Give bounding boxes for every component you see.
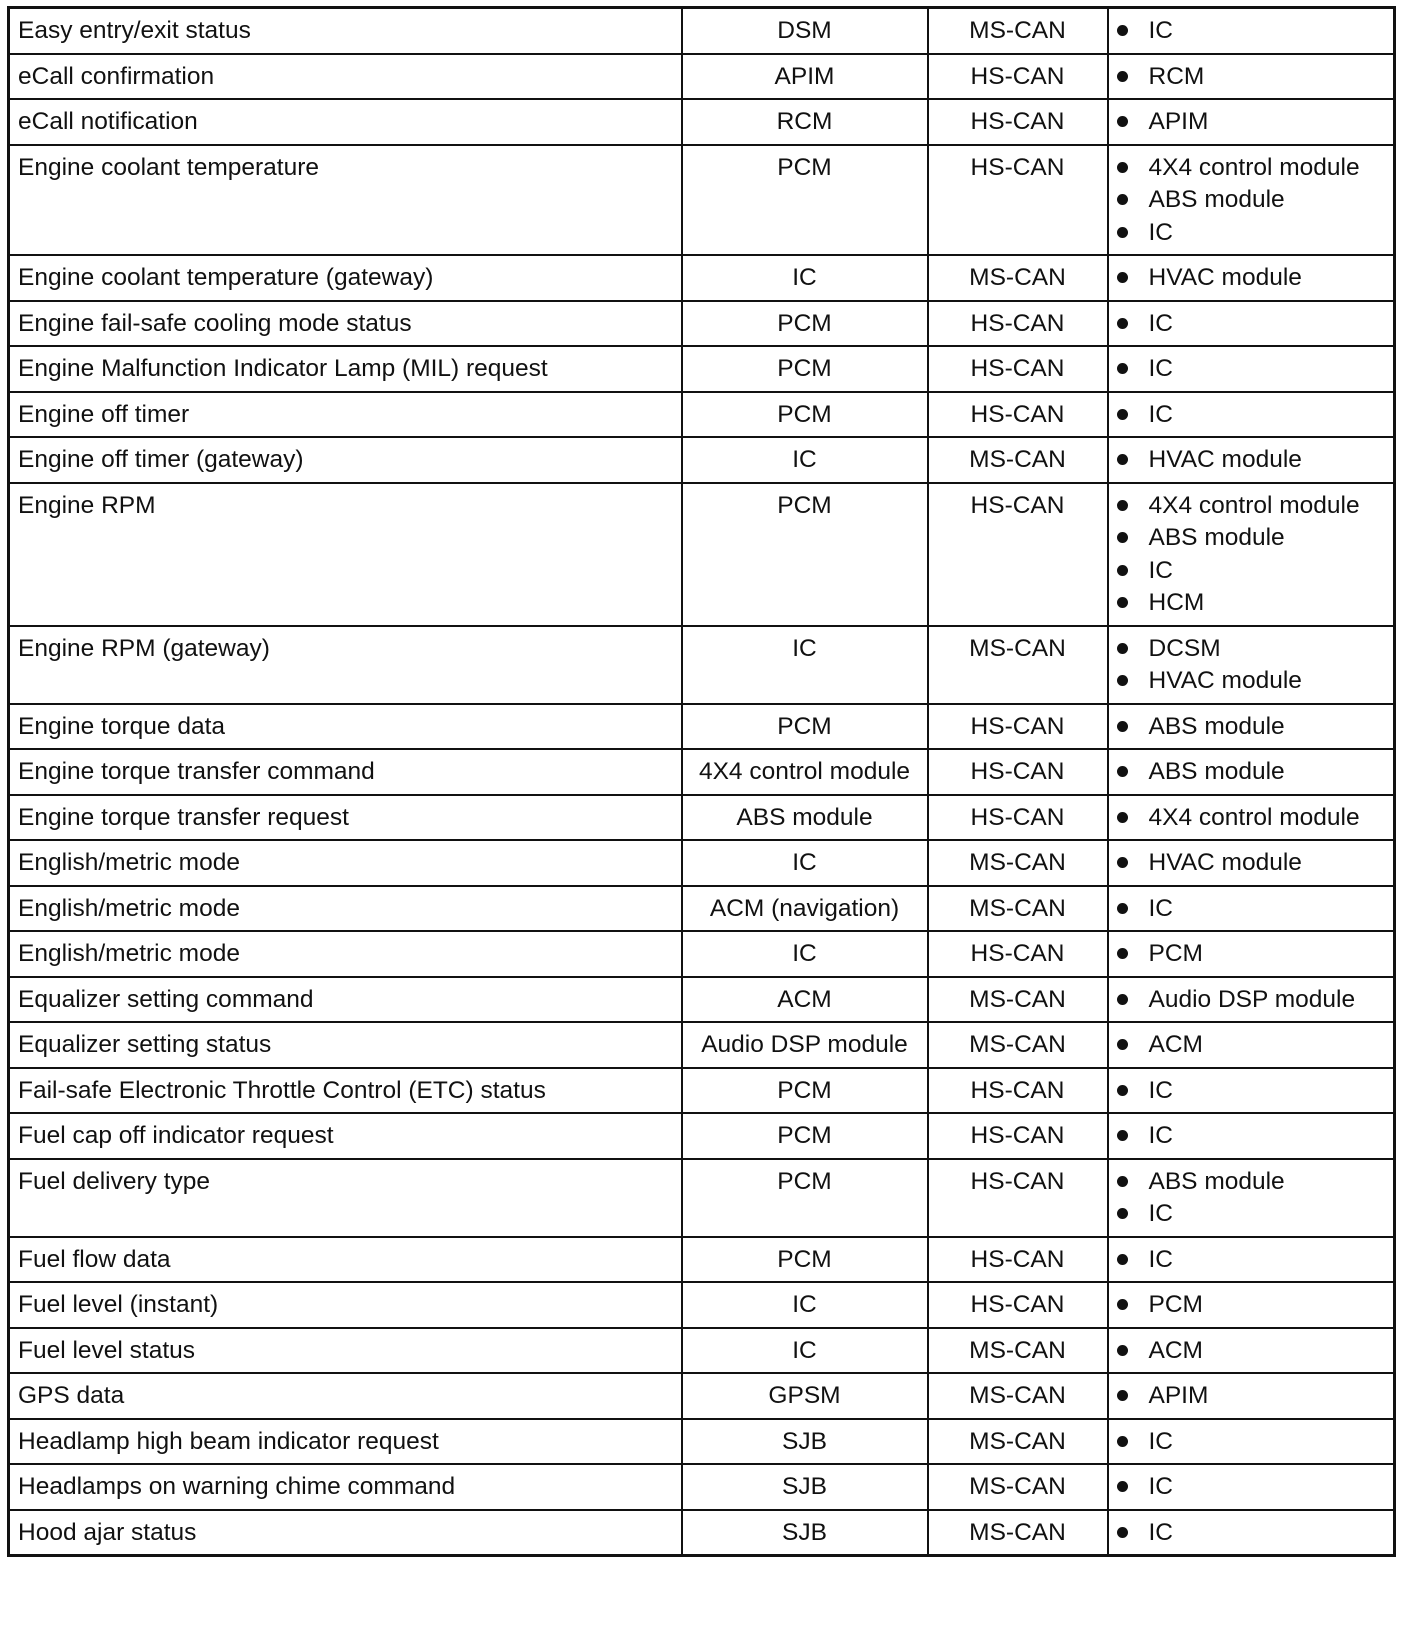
bullet-icon <box>1117 194 1128 205</box>
originator-cell: IC <box>682 1328 928 1374</box>
bullet-icon <box>1117 1085 1128 1096</box>
network-cell: MS-CAN <box>928 977 1108 1023</box>
network-cell: HS-CAN <box>928 346 1108 392</box>
receiver-item <box>1117 1198 1386 1231</box>
receiver-list <box>1117 1075 1386 1108</box>
bullet-icon <box>1117 721 1128 732</box>
table-row <box>9 1464 1395 1510</box>
network-cell: HS-CAN <box>928 483 1108 626</box>
network-cell: MS-CAN <box>928 1510 1108 1556</box>
network-cell: HS-CAN <box>928 301 1108 347</box>
bullet-icon <box>1117 857 1128 868</box>
originator-cell: ACM (navigation) <box>682 886 928 932</box>
receiver-list <box>1117 61 1386 94</box>
bullet-icon <box>1117 1436 1128 1447</box>
receiver-label: 4X4 control module <box>1148 153 1360 181</box>
receiver-item <box>1117 1029 1386 1062</box>
receivers-cell <box>1108 54 1395 100</box>
table-row <box>9 392 1395 438</box>
message-cell: Equalizer setting status <box>9 1022 682 1068</box>
originator-cell: Audio DSP module <box>682 1022 928 1068</box>
network-cell: HS-CAN <box>928 1113 1108 1159</box>
bullet-icon <box>1117 25 1128 36</box>
table-row <box>9 483 1395 626</box>
bullet-icon <box>1117 116 1128 127</box>
receiver-item <box>1117 399 1386 432</box>
bullet-icon <box>1117 1527 1128 1538</box>
message-cell: Fuel flow data <box>9 1237 682 1283</box>
network-cell: MS-CAN <box>928 1328 1108 1374</box>
receiver-item <box>1117 1471 1386 1504</box>
message-cell: GPS data <box>9 1373 682 1419</box>
receivers-cell <box>1108 255 1395 301</box>
receiver-item <box>1117 1289 1386 1322</box>
receiver-list <box>1117 262 1386 295</box>
originator-cell: IC <box>682 1282 928 1328</box>
receiver-label: 4X4 control module <box>1148 491 1360 519</box>
message-cell: Engine RPM <box>9 483 682 626</box>
originator-cell: SJB <box>682 1464 928 1510</box>
receiver-list <box>1117 15 1386 48</box>
receiver-list <box>1117 1380 1386 1413</box>
receivers-cell <box>1108 1237 1395 1283</box>
receiver-list <box>1117 847 1386 880</box>
receiver-label: HCM <box>1148 589 1205 616</box>
receiver-list <box>1117 1166 1386 1231</box>
network-cell: MS-CAN <box>928 1373 1108 1419</box>
receiver-label: IC <box>1148 218 1173 246</box>
receivers-cell <box>1108 1159 1395 1237</box>
table-row <box>9 1419 1395 1465</box>
message-cell: Engine coolant temperature <box>9 145 682 256</box>
receiver-label: IC <box>1148 1473 1173 1500</box>
originator-cell: PCM <box>682 483 928 626</box>
network-cell: HS-CAN <box>928 392 1108 438</box>
receiver-item <box>1117 522 1386 555</box>
receiver-label: ACM <box>1148 1336 1203 1364</box>
receiver-item <box>1117 984 1386 1017</box>
table-row <box>9 1237 1395 1283</box>
table-row <box>9 54 1395 100</box>
message-cell: Hood ajar status <box>9 1510 682 1556</box>
receivers-cell <box>1108 1373 1395 1419</box>
network-cell: MS-CAN <box>928 840 1108 886</box>
receiver-item <box>1117 633 1386 666</box>
originator-cell: DSM <box>682 8 928 54</box>
network-cell: HS-CAN <box>928 749 1108 795</box>
receiver-item <box>1117 1166 1386 1199</box>
bullet-icon <box>1117 162 1128 173</box>
originator-cell: PCM <box>682 301 928 347</box>
bullet-icon <box>1117 643 1128 654</box>
bullet-icon <box>1117 1208 1128 1219</box>
network-cell: MS-CAN <box>928 437 1108 483</box>
receiver-label: IC <box>1148 1200 1173 1227</box>
receiver-item <box>1117 262 1386 295</box>
receiver-label: 4X4 control module <box>1148 803 1360 831</box>
network-message-table <box>7 6 1396 1557</box>
receiver-list <box>1117 444 1386 477</box>
receiver-item <box>1117 353 1386 386</box>
receivers-cell <box>1108 99 1395 145</box>
bullet-icon <box>1117 812 1128 823</box>
network-cell: MS-CAN <box>928 255 1108 301</box>
originator-cell: 4X4 control module <box>682 749 928 795</box>
table-row <box>9 301 1395 347</box>
receiver-label: IC <box>1148 1122 1173 1149</box>
receiver-label: ABS module <box>1148 524 1285 551</box>
network-cell: HS-CAN <box>928 1159 1108 1237</box>
receivers-cell <box>1108 1510 1395 1556</box>
network-cell: HS-CAN <box>928 99 1108 145</box>
receiver-item <box>1117 15 1386 48</box>
receiver-item <box>1117 756 1386 789</box>
message-cell: Fuel level status <box>9 1328 682 1374</box>
table-row <box>9 795 1395 841</box>
bullet-icon <box>1117 500 1128 511</box>
message-cell: Headlamps on warning chime command <box>9 1464 682 1510</box>
bullet-icon <box>1117 1039 1128 1050</box>
receiver-list <box>1117 106 1386 139</box>
originator-cell: APIM <box>682 54 928 100</box>
message-cell: Engine off timer (gateway) <box>9 437 682 483</box>
receiver-label: ABS module <box>1148 758 1285 785</box>
table-row <box>9 977 1395 1023</box>
receiver-label: ABS module <box>1148 1167 1285 1195</box>
receiver-list <box>1117 633 1386 698</box>
table-row <box>9 145 1395 256</box>
receiver-list <box>1117 1244 1386 1277</box>
network-cell: MS-CAN <box>928 1022 1108 1068</box>
receiver-item <box>1117 152 1386 185</box>
receiver-label: HVAC module <box>1148 849 1302 876</box>
originator-cell: IC <box>682 437 928 483</box>
bullet-icon <box>1117 1345 1128 1356</box>
message-cell: Engine torque transfer request <box>9 795 682 841</box>
table-body <box>9 8 1395 1556</box>
table-row <box>9 626 1395 704</box>
receivers-cell <box>1108 886 1395 932</box>
bullet-icon <box>1117 675 1128 686</box>
originator-cell: IC <box>682 626 928 704</box>
receiver-item <box>1117 847 1386 880</box>
receiver-label: ABS module <box>1148 712 1285 740</box>
message-cell: eCall notification <box>9 99 682 145</box>
receiver-label: ACM <box>1148 1031 1203 1058</box>
message-cell: eCall confirmation <box>9 54 682 100</box>
message-cell: English/metric mode <box>9 886 682 932</box>
table-row <box>9 1373 1395 1419</box>
receiver-label: APIM <box>1148 1382 1209 1409</box>
bullet-icon <box>1117 994 1128 1005</box>
receiver-list <box>1117 1426 1386 1459</box>
bullet-icon <box>1117 1254 1128 1265</box>
bullet-icon <box>1117 532 1128 543</box>
network-cell: MS-CAN <box>928 8 1108 54</box>
receivers-cell <box>1108 931 1395 977</box>
originator-cell: PCM <box>682 1068 928 1114</box>
receivers-cell <box>1108 626 1395 704</box>
receiver-label: APIM <box>1148 108 1209 135</box>
receivers-cell <box>1108 749 1395 795</box>
receiver-label: IC <box>1148 355 1173 382</box>
network-cell: HS-CAN <box>928 145 1108 256</box>
bullet-icon <box>1117 454 1128 465</box>
originator-cell: ACM <box>682 977 928 1023</box>
receiver-item <box>1117 1426 1386 1459</box>
originator-cell: PCM <box>682 704 928 750</box>
receiver-list <box>1117 802 1386 835</box>
originator-cell: PCM <box>682 1237 928 1283</box>
receiver-item <box>1117 444 1386 477</box>
receiver-item <box>1117 1335 1386 1368</box>
table-row <box>9 346 1395 392</box>
network-cell: HS-CAN <box>928 1282 1108 1328</box>
table-row <box>9 1022 1395 1068</box>
originator-cell: IC <box>682 840 928 886</box>
receiver-item <box>1117 665 1386 698</box>
table-row <box>9 437 1395 483</box>
network-cell: MS-CAN <box>928 626 1108 704</box>
receivers-cell <box>1108 483 1395 626</box>
table-row <box>9 1068 1395 1114</box>
receivers-cell <box>1108 1419 1395 1465</box>
bullet-icon <box>1117 1176 1128 1187</box>
originator-cell: IC <box>682 255 928 301</box>
receiver-item <box>1117 802 1386 835</box>
receiver-label: IC <box>1148 556 1173 584</box>
receiver-item <box>1117 490 1386 523</box>
table-row <box>9 1113 1395 1159</box>
table-row <box>9 931 1395 977</box>
message-cell: Easy entry/exit status <box>9 8 682 54</box>
table-row <box>9 1328 1395 1374</box>
network-cell: MS-CAN <box>928 1464 1108 1510</box>
bullet-icon <box>1117 318 1128 329</box>
originator-cell: PCM <box>682 346 928 392</box>
receiver-label: IC <box>1148 309 1173 337</box>
message-cell: Fuel delivery type <box>9 1159 682 1237</box>
receiver-label: PCM <box>1148 1291 1203 1318</box>
receiver-item <box>1117 1120 1386 1153</box>
receiver-item <box>1117 555 1386 588</box>
receiver-list <box>1117 984 1386 1017</box>
receiver-list <box>1117 353 1386 386</box>
table-row <box>9 749 1395 795</box>
receiver-label: DCSM <box>1148 634 1221 662</box>
originator-cell: PCM <box>682 1159 928 1237</box>
bullet-icon <box>1117 948 1128 959</box>
receiver-item <box>1117 217 1386 250</box>
originator-cell: IC <box>682 931 928 977</box>
receiver-list <box>1117 1517 1386 1550</box>
message-cell: Engine off timer <box>9 392 682 438</box>
receiver-label: IC <box>1148 1076 1173 1104</box>
receiver-item <box>1117 1244 1386 1277</box>
originator-cell: PCM <box>682 392 928 438</box>
table-row <box>9 1282 1395 1328</box>
message-cell: Fuel level (instant) <box>9 1282 682 1328</box>
receiver-label: IC <box>1148 17 1173 44</box>
receiver-list <box>1117 1029 1386 1062</box>
receiver-label: IC <box>1148 1245 1173 1273</box>
receiver-label: PCM <box>1148 940 1203 967</box>
receivers-cell <box>1108 1282 1395 1328</box>
message-cell: Engine Malfunction Indicator Lamp (MIL) request <box>9 346 682 392</box>
bullet-icon <box>1117 1390 1128 1401</box>
receiver-item <box>1117 184 1386 217</box>
receivers-cell <box>1108 346 1395 392</box>
receiver-list <box>1117 893 1386 926</box>
receiver-label: HVAC module <box>1148 446 1302 473</box>
table-row <box>9 840 1395 886</box>
table-row <box>9 99 1395 145</box>
message-cell: English/metric mode <box>9 840 682 886</box>
receiver-item <box>1117 308 1386 341</box>
receiver-list <box>1117 711 1386 744</box>
originator-cell: SJB <box>682 1419 928 1465</box>
table-row <box>9 1159 1395 1237</box>
receivers-cell <box>1108 1464 1395 1510</box>
receiver-item <box>1117 106 1386 139</box>
receivers-cell <box>1108 704 1395 750</box>
receivers-cell <box>1108 1113 1395 1159</box>
message-cell: Engine RPM (gateway) <box>9 626 682 704</box>
receiver-item <box>1117 587 1386 620</box>
network-cell: HS-CAN <box>928 704 1108 750</box>
receiver-list <box>1117 152 1386 250</box>
receiver-label: HVAC module <box>1148 667 1302 694</box>
receiver-label: IC <box>1148 400 1173 428</box>
bullet-icon <box>1117 565 1128 576</box>
message-cell: Engine fail-safe cooling mode status <box>9 301 682 347</box>
bullet-icon <box>1117 1299 1128 1310</box>
message-cell: Engine torque data <box>9 704 682 750</box>
receivers-cell <box>1108 437 1395 483</box>
message-cell: Engine coolant temperature (gateway) <box>9 255 682 301</box>
receiver-label: HVAC module <box>1148 264 1302 291</box>
bullet-icon <box>1117 1481 1128 1492</box>
originator-cell: SJB <box>682 1510 928 1556</box>
bullet-icon <box>1117 597 1128 608</box>
receiver-label: IC <box>1148 1518 1173 1546</box>
receivers-cell <box>1108 392 1395 438</box>
network-cell: HS-CAN <box>928 1068 1108 1114</box>
bullet-icon <box>1117 227 1128 238</box>
receiver-item <box>1117 938 1386 971</box>
network-cell: HS-CAN <box>928 54 1108 100</box>
receivers-cell <box>1108 795 1395 841</box>
bullet-icon <box>1117 272 1128 283</box>
receivers-cell <box>1108 977 1395 1023</box>
receiver-item <box>1117 61 1386 94</box>
bullet-icon <box>1117 766 1128 777</box>
receiver-item <box>1117 1380 1386 1413</box>
receiver-label: RCM <box>1148 62 1205 90</box>
originator-cell: RCM <box>682 99 928 145</box>
receiver-item <box>1117 893 1386 926</box>
table-row <box>9 255 1395 301</box>
receiver-item <box>1117 1075 1386 1108</box>
bullet-icon <box>1117 71 1128 82</box>
receiver-item <box>1117 1517 1386 1550</box>
receiver-list <box>1117 1289 1386 1322</box>
message-cell: Equalizer setting command <box>9 977 682 1023</box>
originator-cell: GPSM <box>682 1373 928 1419</box>
message-cell: Engine torque transfer command <box>9 749 682 795</box>
receiver-list <box>1117 308 1386 341</box>
receiver-item <box>1117 711 1386 744</box>
receivers-cell <box>1108 840 1395 886</box>
table-row <box>9 886 1395 932</box>
receiver-list <box>1117 1120 1386 1153</box>
receiver-label: Audio DSP module <box>1148 985 1356 1013</box>
message-cell: Fuel cap off indicator request <box>9 1113 682 1159</box>
network-cell: HS-CAN <box>928 1237 1108 1283</box>
bullet-icon <box>1117 903 1128 914</box>
receivers-cell <box>1108 1022 1395 1068</box>
receiver-list <box>1117 938 1386 971</box>
table-row <box>9 704 1395 750</box>
receivers-cell <box>1108 1328 1395 1374</box>
receiver-list <box>1117 1335 1386 1368</box>
receivers-cell <box>1108 301 1395 347</box>
network-cell: HS-CAN <box>928 931 1108 977</box>
message-cell: Fail-safe Electronic Throttle Control (ETC) status <box>9 1068 682 1114</box>
originator-cell: ABS module <box>682 795 928 841</box>
table-row <box>9 1510 1395 1556</box>
originator-cell: PCM <box>682 1113 928 1159</box>
message-cell: English/metric mode <box>9 931 682 977</box>
bullet-icon <box>1117 1130 1128 1141</box>
receiver-list <box>1117 1471 1386 1504</box>
originator-cell: PCM <box>682 145 928 256</box>
receiver-label: IC <box>1148 1427 1173 1455</box>
network-cell: HS-CAN <box>928 795 1108 841</box>
receivers-cell <box>1108 145 1395 256</box>
receiver-label: ABS module <box>1148 186 1285 213</box>
receiver-list <box>1117 399 1386 432</box>
table-row <box>9 8 1395 54</box>
receivers-cell <box>1108 1068 1395 1114</box>
receivers-cell <box>1108 8 1395 54</box>
receiver-label: IC <box>1148 894 1173 922</box>
network-cell: MS-CAN <box>928 886 1108 932</box>
bullet-icon <box>1117 363 1128 374</box>
receiver-list <box>1117 756 1386 789</box>
bullet-icon <box>1117 409 1128 420</box>
message-cell: Headlamp high beam indicator request <box>9 1419 682 1465</box>
network-cell: MS-CAN <box>928 1419 1108 1465</box>
receiver-list <box>1117 490 1386 620</box>
